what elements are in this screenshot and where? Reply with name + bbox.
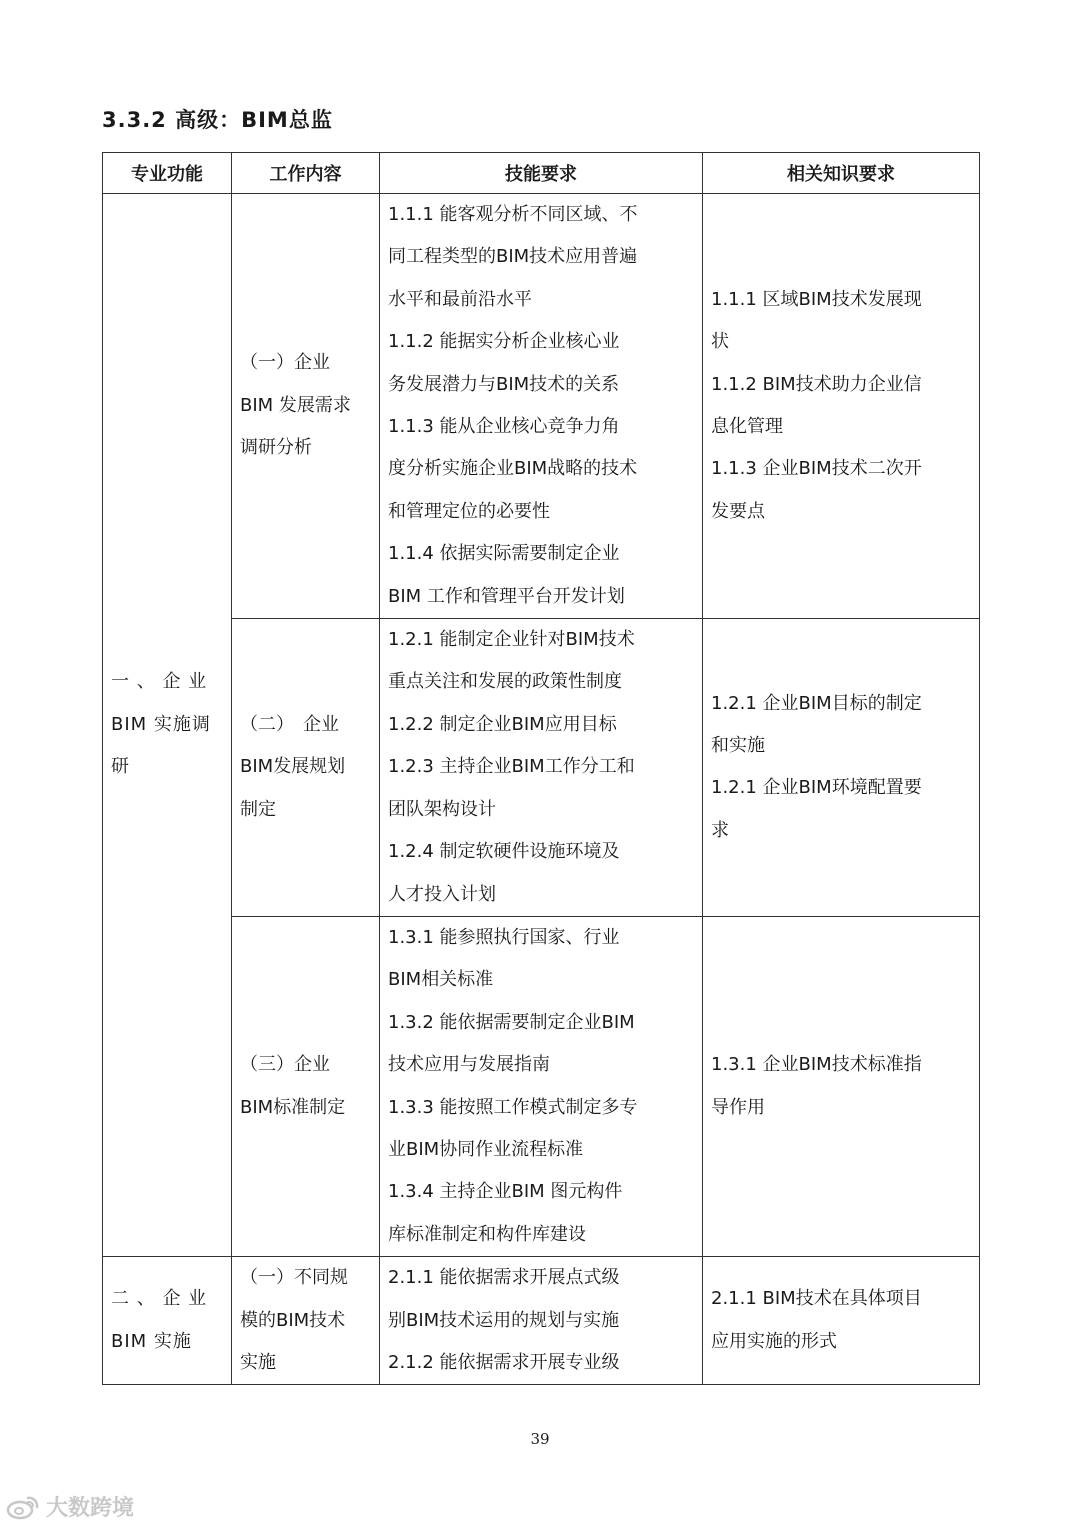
page-number: 39	[530, 1430, 550, 1448]
table-row	[103, 194, 980, 619]
table-row	[103, 916, 980, 1256]
skill-cell: 1.2.1 能制定企业针对BIM技术 重点关注和发展的政策性制度 1.2.2 制定企业BIM应用目标 1.2.3 主持企业BIM工作分工和 团队架构设计 1.2.4 制定软硬件设施环境及 人才投入计划	[380, 619, 703, 917]
work-content-cell: （三）企业 BIM标准制定	[232, 916, 380, 1256]
knowledge-cell: 2.1.1 BIM技术在具体项目 应用实施的形式	[703, 1257, 980, 1385]
header-work-content: 工作内容	[232, 153, 380, 194]
watermark-text: 大数跨境	[46, 1496, 135, 1521]
table-header-row	[103, 153, 980, 194]
table-row	[103, 619, 980, 917]
header-skill-requirements: 技能要求	[380, 153, 703, 194]
watermark	[6, 1491, 134, 1522]
function-cell: 一 、 企 业 BIM 实施调 研	[103, 194, 232, 1257]
knowledge-cell: 1.1.1 区域BIM技术发展现 状 1.1.2 BIM技术助力企业信 息化管理 1.1.3 企业BIM技术二次开 发要点	[703, 194, 980, 619]
skill-cell: 1.1.1 能客观分析不同区域、不 同工程类型的BIM技术应用普遍 水平和最前沿水平 1.1.2 能据实分析企业核心业 务发展潜力与BIM技术的关系 1.1.3 能从企业核心竞争力角 度分析实施企业BIM战略的技术 和管理定位的必要性 1.1.4 依据实际需要制定企业 BIM 工作和管理平台开发计划	[380, 194, 703, 619]
skill-cell: 2.1.1 能依据需求开展点式级 别BIM技术运用的规划与实施 2.1.2 能依据需求开展专业级	[380, 1257, 703, 1385]
work-content-cell: （一）企业 BIM 发展需求 调研分析	[232, 194, 380, 619]
header-function: 专业功能	[103, 153, 232, 194]
function-cell: 二 、 企 业 BIM 实施	[103, 1257, 232, 1385]
skill-cell: 1.3.1 能参照执行国家、行业 BIM相关标准 1.3.2 能依据需要制定企业BIM 技术应用与发展指南 1.3.3 能按照工作模式制定多专 业BIM协同作业流程标准 1.3.4 主持企业BIM 图元构件 库标准制定和构件库建设	[380, 916, 703, 1256]
weibo-logo-icon	[6, 1494, 40, 1520]
work-content-cell: （一）不同规 模的BIM技术 实施	[232, 1257, 380, 1385]
knowledge-cell: 1.3.1 企业BIM技术标准指 导作用	[703, 916, 980, 1256]
section-heading: 3.3.2 高级：BIM总监	[102, 108, 333, 132]
competency-table	[102, 152, 980, 1385]
table-row	[103, 1257, 980, 1385]
knowledge-cell: 1.2.1 企业BIM目标的制定 和实施 1.2.1 企业BIM环境配置要 求	[703, 619, 980, 917]
work-content-cell: （二） 企业 BIM发展规划 制定	[232, 619, 380, 917]
header-knowledge-requirements: 相关知识要求	[703, 153, 980, 194]
